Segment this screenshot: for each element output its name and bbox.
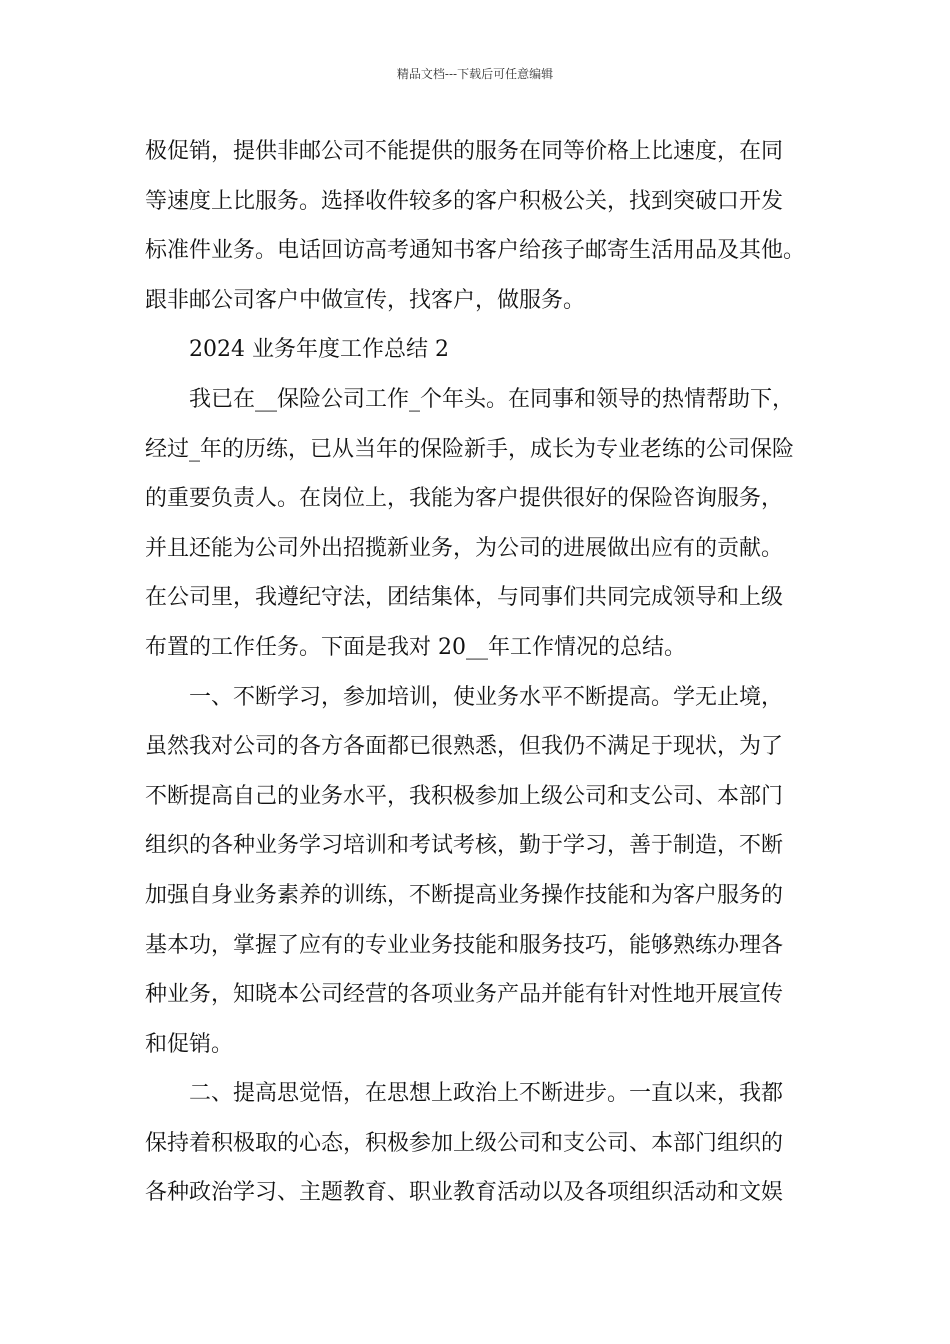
text-line: 种业务，知晓本公司经营的各项业务产品并能有针对性地开展宣传: [145, 982, 784, 1008]
text-line: 在公司里，我遵纪守法，团结集体，与同事们共同完成领导和上级: [145, 585, 784, 611]
text-line: 并且还能为公司外出招揽新业务，为公司的进展做出应有的贡献。: [145, 535, 784, 561]
paragraph: [145, 1069, 810, 1218]
text-line: 组织的各种业务学习培训和考试考核，勤于学习，善于制造，不断: [145, 833, 784, 859]
text-line: 和促销。: [145, 1031, 234, 1057]
text-line: 一、不断学习，参加培训，使业务水平不断提高。学无止境，: [189, 684, 784, 710]
text-line: 跟非邮公司客户中做宣传，找客户，做服务。: [145, 287, 586, 313]
paragraph: [145, 375, 810, 673]
text-line: 标准件业务。电话回访高考通知书客户给孩子邮寄生活用品及其他。: [145, 238, 806, 264]
text-line: 各种政治学习、主题教育、职业教育活动以及各项组织活动和文娱: [145, 1180, 784, 1206]
text-line: 极促销，提供非邮公司不能提供的服务在同等价格上比速度，在同: [145, 139, 784, 164]
text-line: 不断提高自己的业务水平，我积极参加上级公司和支公司、本部门: [145, 783, 784, 809]
document-body: [145, 127, 810, 1218]
text-line: 等速度上比服务。选择收件较多的客户积极公关，找到突破口开发: [145, 188, 784, 214]
text-line: 二、提高思觉悟，在思想上政治上不断进步。一直以来，我都: [189, 1081, 784, 1107]
paragraph: [145, 127, 810, 325]
text-line: 我已在__保险公司工作_个年头。在同事和领导的热情帮助下，: [189, 386, 795, 412]
page-header: 精品文档---下载后可任意编辑: [396, 67, 554, 81]
text-line: 基本功，掌握了应有的专业业务技能和服务技巧，能够熟练办理各: [145, 932, 784, 958]
paragraph: [145, 673, 810, 1070]
text-line: 布置的工作任务。下面是我对 20__年工作情况的总结。: [145, 634, 686, 660]
text-line: 保持着积极取的心态，积极参加上级公司和支公司、本部门组织的: [145, 1130, 784, 1156]
text-line: 加强自身业务素养的训练，不断提高业务操作技能和为客户服务的: [145, 882, 784, 908]
text-line: 2024 业务年度工作总结 2: [189, 337, 449, 363]
text-line: 经过_年的历练，已从当年的保险新手，成长为专业老练的公司保险: [145, 436, 795, 462]
section-title: [145, 325, 810, 375]
text-line: 的重要负责人。在岗位上，我能为客户提供很好的保险咨询服务，: [145, 486, 784, 512]
text-line: 虽然我对公司的各方各面都已很熟悉，但我仍不满足于现状，为了: [145, 734, 784, 760]
